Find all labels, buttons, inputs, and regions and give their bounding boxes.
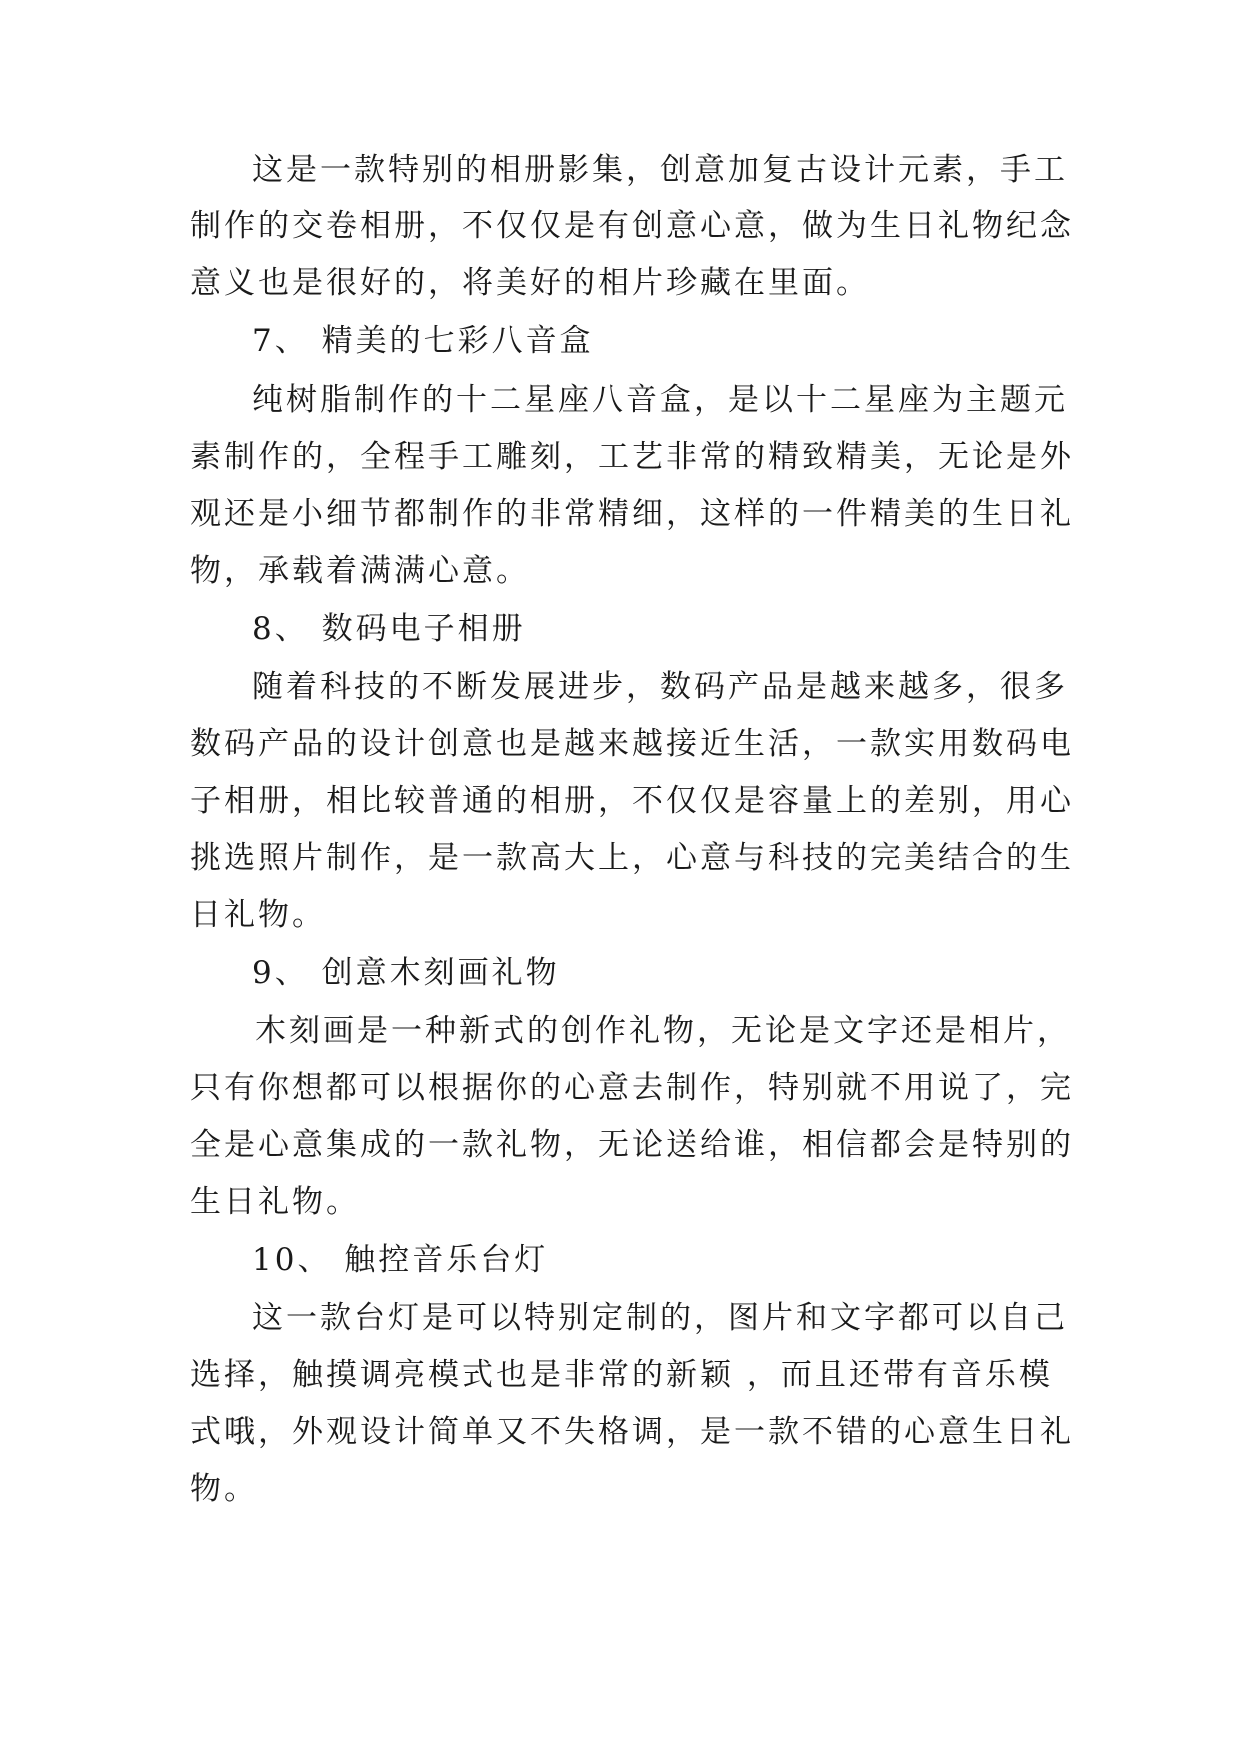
paragraph-line: 随着科技的不断发展进步，数码产品是越来越多，很多	[252, 669, 1068, 705]
paragraph-line: 纯树脂制作的十二星座八音盒，是以十二星座为主题元	[252, 382, 1068, 418]
paragraph-line: 物，承载着满满心意。	[190, 553, 530, 589]
section-heading: 8、 数码电子相册	[252, 611, 526, 647]
paragraph-line: 木刻画是一种新式的创作礼物，无论是文字还是相片，	[255, 1013, 1071, 1049]
paragraph-line: 全是心意集成的一款礼物，无论送给谁，相信都会是特别的	[190, 1127, 1074, 1163]
paragraph-line: 观还是小细节都制作的非常精细，这样的一件精美的生日礼	[190, 496, 1074, 532]
paragraph-line: 子相册，相比较普通的相册，不仅仅是容量上的差别，用心	[190, 783, 1074, 819]
paragraph-line: 素制作的，全程手工雕刻，工艺非常的精致精美，无论是外	[190, 439, 1074, 475]
paragraph-line: 这是一款特别的相册影集，创意加复古设计元素，手工	[252, 152, 1068, 188]
paragraph-line: 这一款台灯是可以特别定制的，图片和文字都可以自己	[252, 1300, 1068, 1336]
section-heading: 9、 创意木刻画礼物	[252, 955, 560, 991]
paragraph-line: 数码产品的设计创意也是越来越接近生活，一款实用数码电	[190, 726, 1074, 762]
paragraph-line: 生日礼物。	[190, 1184, 360, 1220]
paragraph-line: 选择，触摸调亮模式也是非常的新颖 ，而且还带有音乐模	[190, 1357, 1053, 1393]
section-heading: 10、 触控音乐台灯	[252, 1242, 549, 1278]
section-heading: 7、 精美的七彩八音盒	[252, 323, 594, 359]
paragraph-line: 式哦，外观设计简单又不失格调，是一款不错的心意生日礼	[190, 1414, 1074, 1450]
paragraph-line: 挑选照片制作，是一款高大上，心意与科技的完美结合的生	[190, 840, 1074, 876]
paragraph-line: 意义也是很好的，将美好的相片珍藏在里面。	[190, 265, 870, 301]
paragraph-line: 物。	[190, 1471, 258, 1507]
paragraph-line: 日礼物。	[190, 897, 326, 933]
paragraph-line: 制作的交卷相册，不仅仅是有创意心意，做为生日礼物纪念	[190, 208, 1074, 244]
paragraph-line: 只有你想都可以根据你的心意去制作，特别就不用说了，完	[190, 1070, 1074, 1106]
